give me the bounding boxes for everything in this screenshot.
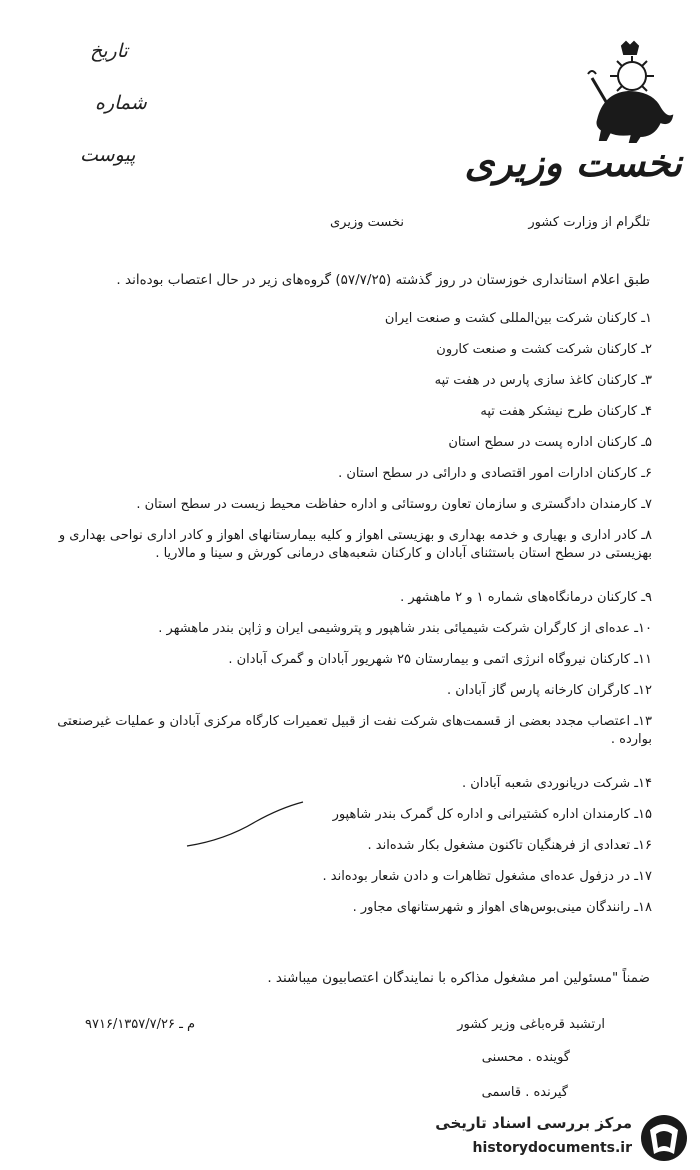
telegram-recipient: نخست وزیری [330,215,405,230]
list-item: ۱۷ـ در دزفول عده‌ای مشغول تظاهرات و دادن شعار بوده‌اند . [322,869,652,884]
date-label: تاریخ [90,40,128,62]
lion-and-sun-emblem-icon [584,40,676,144]
list-item: ۱۵ـ کارمندان اداره کشتیرانی و اداره کل گمرک بندر شاهپور [332,807,652,822]
strike-list [22,310,652,930]
closing-paragraph: ضمناً "مسئولین امر مشغول مذاکره با نمایندگان اعتصابیون میباشند . [267,970,650,986]
reference-number: ۹۷۱۶/م ـ ۱۳۵۷/۷/۲۶ [85,1017,196,1032]
list-item: ۶ـ کارکنان ادارات امور اقتصادی و دارائی در سطح استان . [338,466,652,481]
intro-paragraph: طبق اعلام استانداری خوزستان در روز گذشته (۵۷/۷/۲۵) گروه‌های زیر در حال اعتصاب بوده‌اند . [116,272,650,288]
watermark-title: مرکز بررسی اسناد تاریخی [435,1114,632,1132]
list-item: ۳ـ کارکنان کاغذ سازی پارس در هفت تپه [434,373,652,388]
watermark [422,1108,692,1166]
list-item: ۲ـ کارکنان شرکت کشت و صنعت کارون [436,342,652,357]
list-item: ۱۰ـ عده‌ای از کارگران شرکت شیمیائی بندر شاهپور و پتروشیمی ایران و ژاپن بندر ماهشهر . [158,621,652,636]
list-item: ۱۴ـ شرکت دریانوردی شعبه آبادان . [461,776,652,791]
list-item: ۱۳ـ اعتصاب مجدد بعضی از قسمت‌های شرکت نفت از قبیل تعمیرات کارگاه مرکزی آبادان و عملیات غیرصنعتی بوارده . [57,714,652,747]
watermark-url: historydocuments.ir [472,1140,632,1156]
list-item: ۱۶ـ تعدادی از فرهنگیان تاکنون مشغول بکار شده‌اند . [367,838,652,853]
signatory: ارتشبد قره‌باغی وزیر کشور [457,1017,605,1032]
list-item: ۷ـ کارمندان دادگستری و سازمان تعاون روستائی و اداره حفاظت محیط زیست در سطح استان . [136,497,652,512]
number-label: شماره [95,92,147,114]
list-item: ۱۲ـ کارگران کارخانه پارس گاز آبادان . [447,683,652,698]
list-item: ۱۸ـ رانندگان مینی‌بوس‌های اهواز و شهرستانهای مجاور . [352,900,652,915]
list-item: ۱ـ کارکنان شرکت بین‌المللی کشت و صنعت ایران [384,311,652,326]
speaker-line: گوینده . محسنی [481,1050,570,1065]
list-item: ۱۱ـ کارکنان نیروگاه انرژی اتمی و بیمارستان ۲۵ شهریور آبادان و گمرک آبادان . [228,652,652,667]
pen-stroke-mark [185,800,305,850]
list-item: ۴ـ کارکنان طرح نیشکر هفت تپه [480,404,652,419]
list-item: ۵ـ کارکنان اداره پست در سطح استان [448,435,652,450]
letterhead-title: نخست وزیری [464,140,682,185]
attachment-label: پیوست [80,144,136,166]
reference-line [85,1017,605,1032]
archive-logo-icon [638,1112,690,1164]
receiver-line: گیرنده . قاسمی [481,1085,568,1100]
list-item: ۹ـ کارکنان درمانگاه‌های شماره ۱ و ۲ ماهشهر . [400,590,652,605]
telegram-sender: تلگرام از وزارت کشور [528,215,650,230]
list-item: ۸ـ کادر اداری و بهیاری و خدمه بهداری و بهزیستی اهواز و کلیه بیمارستانهای اهواز و کادر اداری نواحی بهداری و بهزیستی در سطح استان باستثنای آبادان و کارکنان شعبه‌های درمانی کورش و سینا و مالاریا . [58,528,652,561]
